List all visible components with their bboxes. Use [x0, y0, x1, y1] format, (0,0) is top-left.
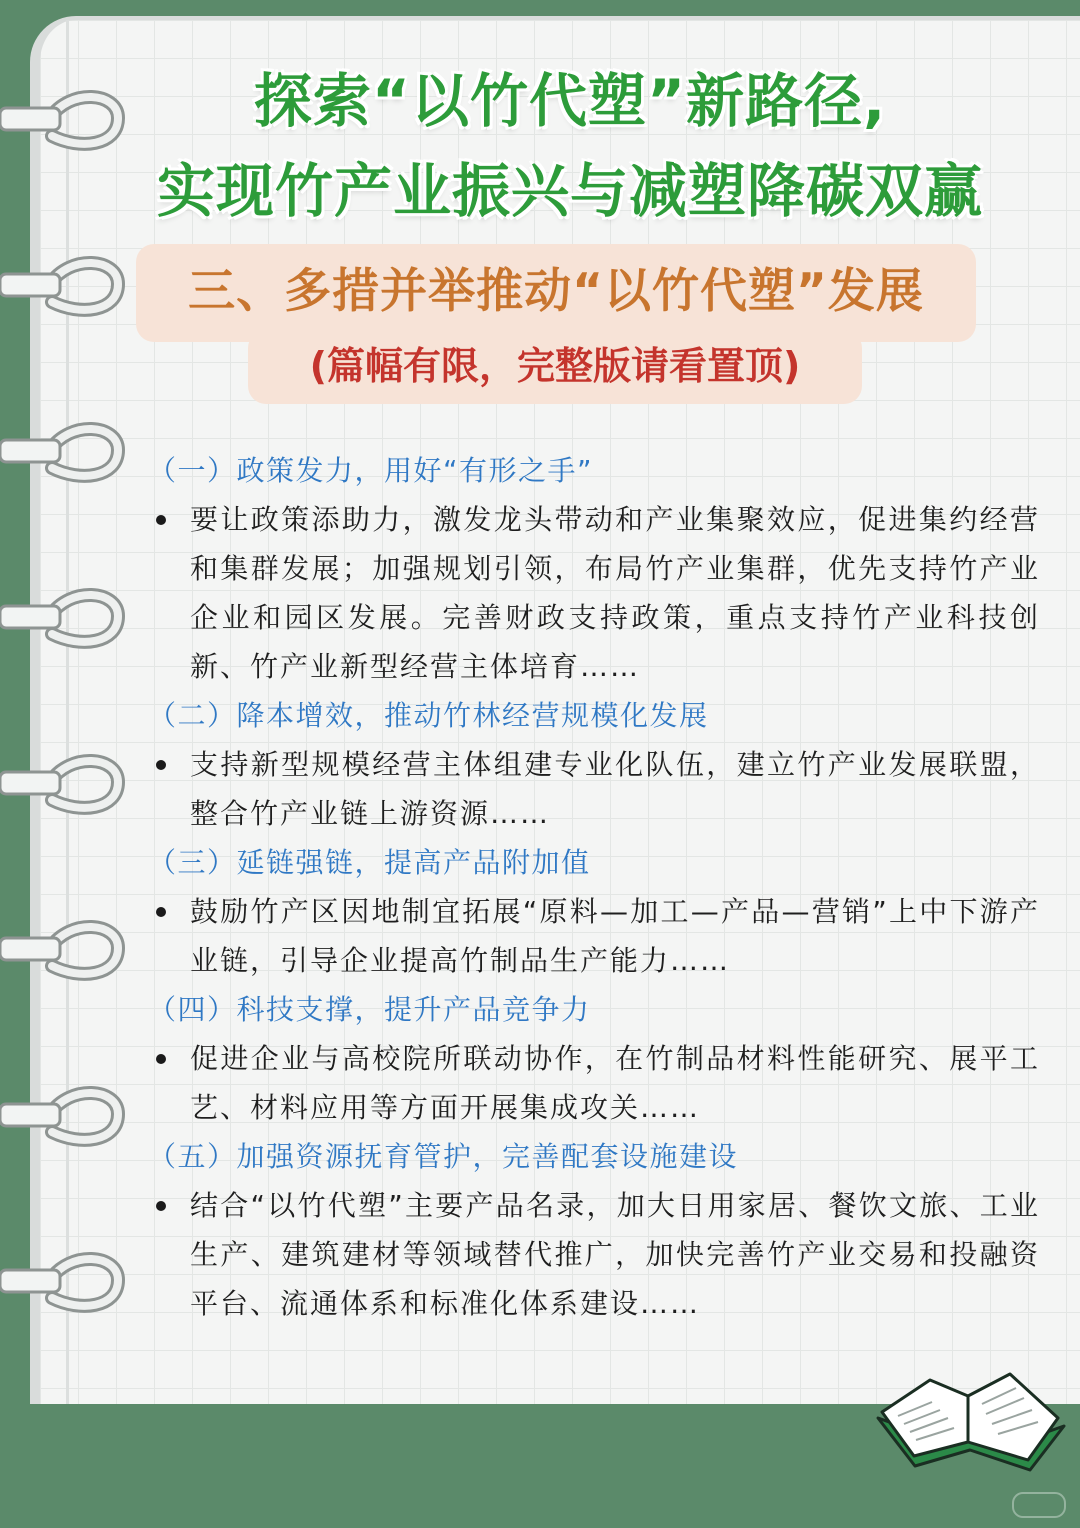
- watermark-badge: [1012, 1492, 1066, 1518]
- section-heading: （四）科技支撑，提升产品竞争力: [148, 993, 591, 1026]
- section-1: [148, 446, 1040, 691]
- page-title-line-1: 探索“以竹代塑”新路径,: [253, 67, 887, 135]
- ring-4: [0, 595, 118, 642]
- notebook-rings: [0, 0, 140, 1400]
- section-subtitle: 三、多措并举推动“以竹代塑”发展: [188, 264, 924, 319]
- list-item: [148, 495, 1040, 691]
- ring-6: [0, 927, 118, 974]
- ring-5: [0, 761, 118, 808]
- list-item-text: 支持新型规模经营主体组建专业化队伍，建立竹产业发展联盟，整合竹产业链上游资源……: [190, 748, 1040, 830]
- list-item: [148, 1034, 1040, 1132]
- section-heading: （一）政策发力，用好“有形之手”: [148, 454, 594, 487]
- ring-8: [0, 1259, 118, 1306]
- list-item-text: 鼓励竹产区因地制宜拓展“原料—加工—产品—营销”上中下游产业链，引导企业提高竹制品生产能力……: [190, 895, 1040, 977]
- bullet-dot-icon: [156, 515, 166, 525]
- list-item-text: 要让政策添助力，激发龙头带动和产业集聚效应，促进集约经营和集群发展；加强规划引领，布局竹产业集群，优先支持竹产业企业和园区发展。完善财政支持政策，重点支持竹产业科技创新、竹产业新型经营主体培育……: [190, 503, 1040, 683]
- list-item-text: 结合“以竹代塑”主要产品名录，加大日用家居、餐饮文旅、工业生产、建筑建材等领域替代推广，加快完善竹产业交易和投融资平台、流通体系和标准化体系建设……: [190, 1189, 1040, 1320]
- section-heading: （二）降本增效，推动竹林经营规模化发展: [148, 699, 709, 732]
- bullet-dot-icon: [156, 760, 166, 770]
- ring-1: [0, 97, 118, 144]
- article-body: [148, 446, 1040, 1328]
- section-5: [148, 1132, 1040, 1328]
- bullet-dot-icon: [156, 1054, 166, 1064]
- page-title-line-2: 实现竹产业振兴与减塑降碳双赢: [156, 157, 983, 225]
- section-heading: （三）延链强链，提高产品附加值: [148, 846, 591, 879]
- list-item: [148, 740, 1040, 838]
- list-item: [148, 1181, 1040, 1328]
- bullet-dot-icon: [156, 907, 166, 917]
- ring-3: [0, 429, 118, 476]
- section-3: [148, 838, 1040, 985]
- list-item: [148, 887, 1040, 985]
- pinned-note: (篇幅有限，完整版请看置顶): [309, 344, 801, 388]
- open-book-icon: [870, 1366, 1070, 1476]
- section-heading: （五）加强资源抚育管护，完善配套设施建设: [148, 1140, 739, 1173]
- section-2: [148, 691, 1040, 838]
- list-item-text: 促进企业与高校院所联动协作，在竹制品材料性能研究、展平工艺、材料应用等方面开展集成攻关……: [190, 1042, 1040, 1124]
- bullet-dot-icon: [156, 1201, 166, 1211]
- ring-7: [0, 1093, 118, 1140]
- section-4: [148, 985, 1040, 1132]
- ring-2: [0, 263, 118, 310]
